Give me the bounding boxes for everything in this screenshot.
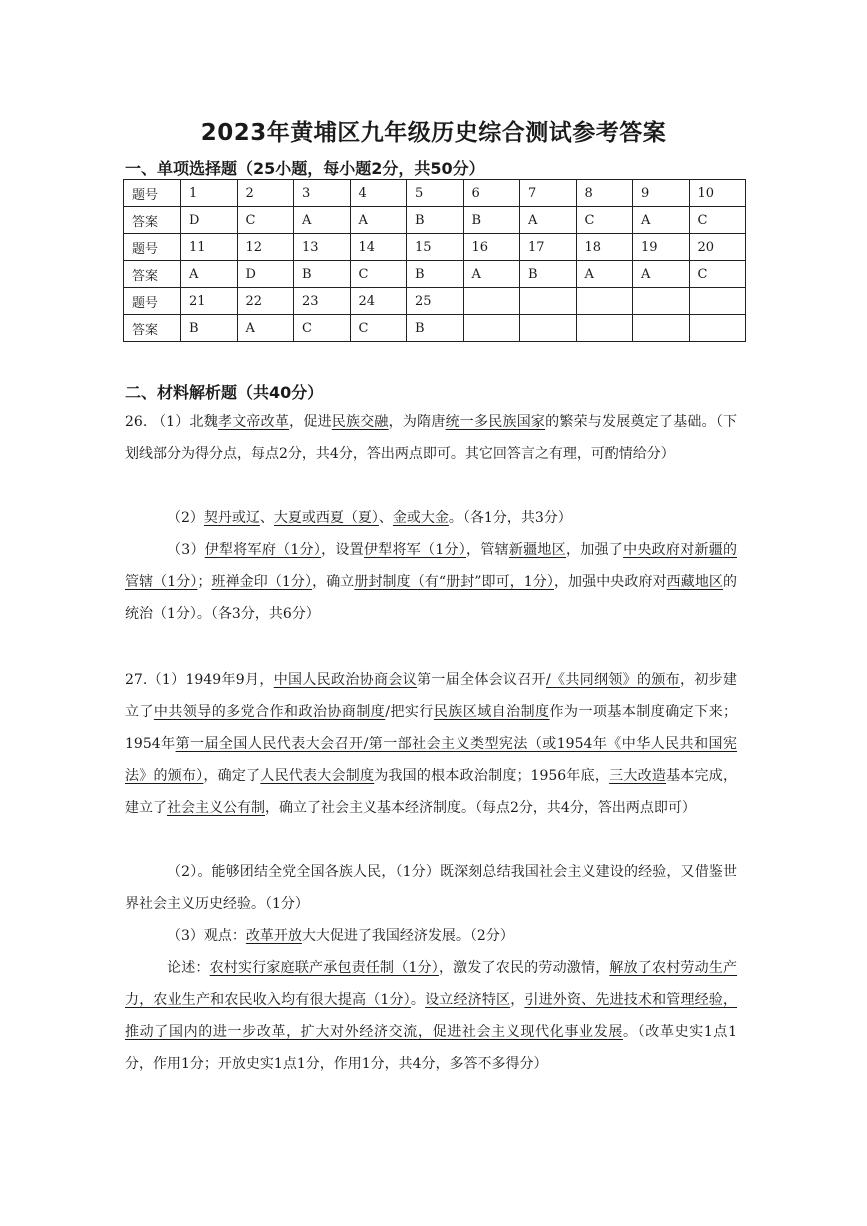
text-segment: ； [197,574,212,590]
table-cell: C [294,315,351,342]
table-cell: 1 [181,180,238,207]
text-segment: 的统治（1分）。（各3分，共6分） [125,574,737,622]
table-row [124,180,746,207]
table-cell [520,288,577,315]
text-segment: 为我国的根本政治制度；1956年底， [374,768,610,784]
text-segment: 。（改革史实1点1分，作用1分；开放史实1点1分，作用1分，共4分，多答不多得分） [125,1024,737,1072]
table-cell: 7 [520,180,577,207]
table-cell: B [294,261,351,288]
text-segment: （3） [167,542,205,558]
q27-part1 [125,664,737,824]
text-segment: /把实行 [385,704,434,720]
text-segment: 、 [378,510,393,526]
scoring-point: 三大改造 [609,768,667,784]
scoring-point: 伊犁将军（1分） [363,542,467,558]
page-title: 2023年黄埔区九年级历史综合测试参考答案 [200,120,667,146]
table-cell: B [407,207,464,234]
scoring-point: 孝文帝改革 [217,414,290,430]
text-segment: ，加强中央政府对 [553,574,667,590]
table-cell: 13 [294,234,351,261]
scoring-point: 大夏或西夏（夏） [273,510,379,526]
scoring-point: /《共同纲领》的颁布 [545,672,681,688]
table-cell: 23 [294,288,351,315]
text-segment: 26. （1）北魏 [125,414,218,430]
text-segment: 。（各1分，共3分） [448,510,572,526]
table-cell: A [520,207,577,234]
text-segment: 第一届全体会议召开 [417,672,546,688]
scoring-point: 册封制度（有“册封”即可，1分） [354,574,554,590]
q27-part2 [125,856,737,920]
table-cell: C [350,261,407,288]
table-cell: 3 [294,180,351,207]
table-cell: B [181,315,238,342]
table-row [124,315,746,342]
text-segment: ，为隋唐 [388,414,446,430]
q26-part1 [125,406,737,470]
table-cell: 17 [520,234,577,261]
table-cell: 2 [237,180,294,207]
table-cell: B [463,207,520,234]
section1-heading: 一、单项选择题（25小题，每小题2分，共50分） [125,159,485,178]
table-row [124,207,746,234]
row-label: 答案 [124,261,181,288]
scoring-point: 西藏地区 [666,574,723,590]
scoring-point: 统一多民族国家 [445,414,546,430]
table-cell: 24 [350,288,407,315]
text-segment: （2）。能够团结全党全国各族人民，（1分）既深刻总结我国社会主义建设的经验，又借鉴世界社会主义历史经验。（1分） [125,864,737,912]
table-cell: A [294,207,351,234]
row-label: 题号 [124,288,181,315]
table-row [124,288,746,315]
table-row [124,234,746,261]
table-cell: D [181,207,238,234]
table-cell: 8 [576,180,633,207]
scoring-point: 引进外资、先进技术和管理经验，推动了国内的进一步改革，扩大对外经济交流，促进社会主义现代化事业发展 [125,992,738,1040]
row-label: 题号 [124,234,181,261]
table-cell: 18 [576,234,633,261]
table-cell: A [576,261,633,288]
scoring-point: 契丹或辽 [203,510,260,526]
table-cell: 9 [633,180,690,207]
q27-part4 [125,952,737,1080]
scoring-point: 伊犁将军府（1分） [204,542,322,558]
table-cell: A [181,261,238,288]
table-cell: B [520,261,577,288]
table-cell: C [689,261,746,288]
text-segment: ，设置 [321,542,364,558]
scoring-point: 设立经济特区 [425,992,511,1008]
table-cell: A [350,207,407,234]
section2-heading: 二、材料解析题（共40分） [125,383,324,402]
scoring-point: 中国人民政治协商会议 [273,672,417,688]
text-segment: 作为一项基本制度确定下来；1954年 [125,704,738,752]
table-cell [633,315,690,342]
text-segment: ， [510,992,525,1008]
text-segment: ，加强了 [565,542,624,558]
table-cell: C [350,315,407,342]
scoring-point: 社会主义公有制 [167,800,265,816]
table-row [124,261,746,288]
table-cell: C [689,207,746,234]
q26-part2 [125,502,737,534]
table-cell: 12 [237,234,294,261]
text-segment: ，管辖 [466,542,509,558]
scoring-point: 中央政府对新疆的管辖（1分） [125,542,738,590]
text-segment: ，确立了社会主义基本经济制度。（每点2分，共4分，答出两点即可） [265,800,696,816]
text-segment: 大大促进了我国经济发展。（2分） [301,928,514,944]
table-cell [633,288,690,315]
q26-part3 [125,534,737,630]
table-cell: 25 [407,288,464,315]
table-cell [576,315,633,342]
answer-table [123,179,746,342]
table-cell: 20 [689,234,746,261]
table-cell: 14 [350,234,407,261]
scoring-point: 新疆地区 [508,542,566,558]
table-cell: B [407,261,464,288]
scoring-point: 人民代表大会制度 [260,768,375,784]
text-segment: 。 [410,992,426,1008]
table-cell [520,315,577,342]
scoring-point: 民族区域自治制度 [433,704,550,720]
scoring-point: 解放了农村劳动生产力，农业生产和农民收入均有很大提高（1分） [125,960,738,1008]
scoring-point: 中共领导的多党合作和政治协商制度 [153,704,386,720]
table-cell: 21 [181,288,238,315]
table-cell: 11 [181,234,238,261]
text-segment: ，确立 [312,574,355,590]
table-cell: C [576,207,633,234]
text-segment: 27.（1）1949年9月， [125,672,274,688]
row-label: 答案 [124,207,181,234]
table-cell: 19 [633,234,690,261]
table-cell [576,288,633,315]
text-segment: 论述： [167,960,210,976]
text-segment: ，激发了农民的劳动激情， [438,960,610,976]
scoring-point: 民族交融 [331,414,389,430]
text-segment: 、 [259,510,274,526]
table-cell: 6 [463,180,520,207]
text-segment: 基本完成，建立了 [125,768,737,816]
text-segment: ，初步建立了 [125,672,738,720]
table-cell [463,315,520,342]
text-segment: ，确定了 [203,768,261,784]
text-segment: （2） [167,510,204,526]
table-cell: D [237,261,294,288]
scoring-point: 第一届全国人民代表大会召开/第一部社会主义类型宪法（或1954年《中华人民共和国宪法》的颁布） [125,736,737,784]
q27-part3 [125,920,737,952]
table-cell: 15 [407,234,464,261]
table-cell: 5 [407,180,464,207]
row-label: 题号 [124,180,181,207]
text-segment: （3）观点： [167,928,246,944]
table-cell [689,315,746,342]
table-cell: C [237,207,294,234]
table-cell: A [633,261,690,288]
table-cell: A [463,261,520,288]
scoring-point: 农村实行家庭联产承包责任制（1分） [209,960,439,976]
table-cell [463,288,520,315]
table-cell: A [633,207,690,234]
text-segment: 的繁荣与发展奠定了基础。（下划线部分为得分点，每点2分，共4分，答出两点即可。其它回答言之有理，可酌情给分） [125,414,738,462]
table-cell: 4 [350,180,407,207]
table-cell: 16 [463,234,520,261]
row-label: 答案 [124,315,181,342]
table-cell: A [237,315,294,342]
table-cell: 10 [689,180,746,207]
scoring-point: 金或大金 [392,510,449,526]
table-cell [689,288,746,315]
scoring-point: 改革开放 [245,928,302,944]
text-segment: ，促进 [289,414,332,430]
table-cell: 22 [237,288,294,315]
scoring-point: 班禅金印（1分） [211,574,313,590]
table-cell: B [407,315,464,342]
